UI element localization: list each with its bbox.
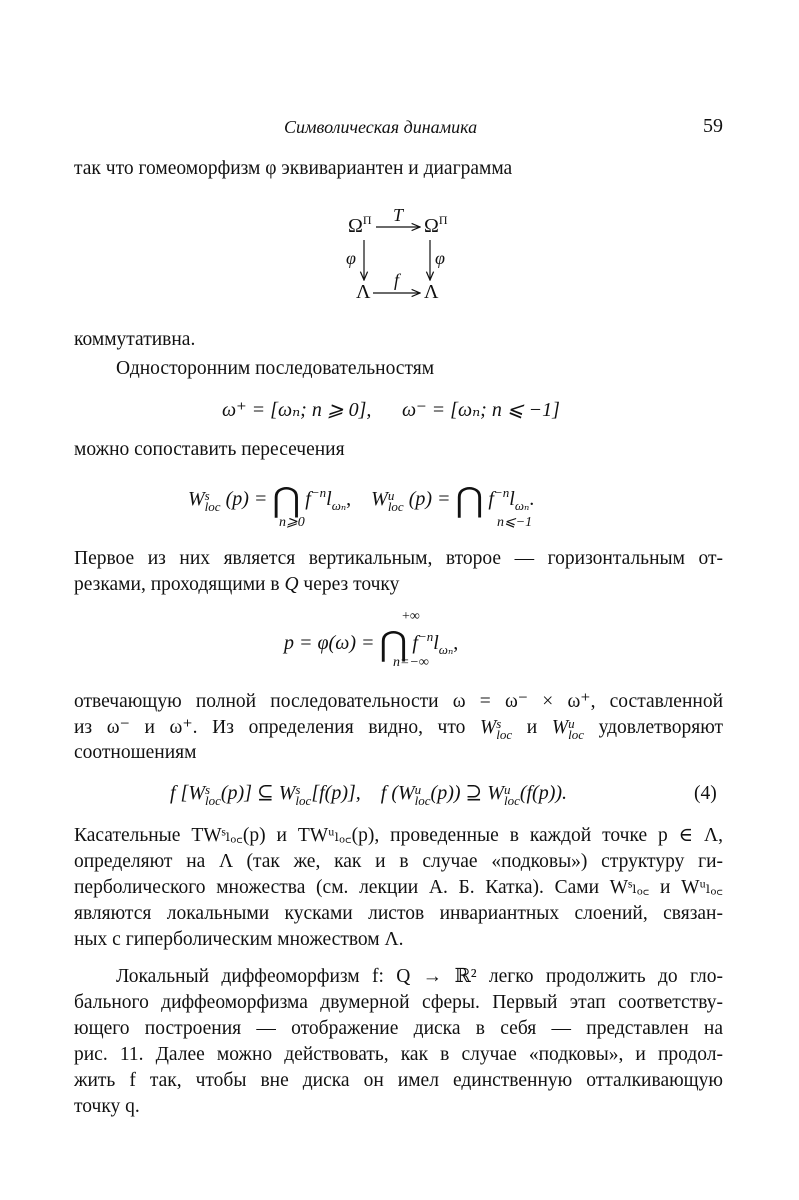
eq2-limit-2: n⩽−1 — [497, 515, 533, 530]
eq4-p2c: (f(p)). — [519, 782, 568, 804]
p6-ws-w: W — [480, 717, 497, 738]
eq2-cap-2: ⋂ — [455, 482, 484, 519]
equation-wloc: Ws loc (p) = ⋂ $f^{-n}l_{\omega_n}$, Wu loc (p) = ⋂ $f^{-n}l_{\omega_n}$. — [188, 482, 535, 519]
eq2-wu-w: W — [371, 488, 388, 510]
eq4-p2b-sub: loc — [503, 793, 520, 808]
p6-line2-c: удовлетворяют — [598, 717, 724, 738]
eq2-ws-l-sub: ωₙ — [331, 498, 347, 513]
eq2-tail: . — [529, 488, 535, 510]
eq4-p1-sub: loc — [205, 793, 221, 808]
paragraph-local-diffeo-line5: жить f так, чтобы вне диска он имел единственную отталкивающую — [74, 1070, 723, 1091]
eq4-p1b-sup: s — [295, 782, 301, 797]
eq2-wu-f: f — [488, 488, 494, 510]
paragraph-tangent-line3: перболического множества (см. лекции А. Б. Катка). Сами Wˢₗₒ꜀ и Wᵘₗₒ꜀ — [74, 877, 723, 898]
eq2-wu-l: l — [509, 488, 515, 510]
eq2-ws-arg: (p) = — [225, 488, 268, 510]
eq2-ws-w: W — [188, 488, 205, 510]
eq2-limit-1: n⩾0 — [279, 515, 305, 530]
eq4-p2: f (W — [380, 782, 415, 804]
eq2-ws-f: f — [305, 488, 311, 510]
paragraph-tangent-line2: определяют на Λ (так же, как и в случае «подковы») структуру ги- — [74, 851, 723, 872]
equation-omega-plus: ω⁺ = [ωₙ; n ⩾ 0], — [222, 399, 372, 421]
eq4-p1b: (p)] ⊆ W — [220, 782, 296, 804]
eq3-l-sub: ωₙ — [438, 642, 454, 657]
paragraph-local-diffeo-line2: бального диффеоморфизма двумерной сферы. Первый этап соответству- — [74, 992, 723, 1013]
eq2-wu-f-sup: −n — [493, 485, 510, 500]
paragraph-local-diffeo-line1: Локальный диффеоморфизм f: Q → ℝ² легко продолжить до гло- — [116, 966, 723, 987]
eq4-p1b-supsub — [295, 784, 311, 806]
p5-line2-a: резками, проходящими в — [74, 574, 280, 595]
eq2-ws-f-sup: −n — [310, 485, 327, 500]
eq2-wu-sub: loc — [387, 499, 404, 514]
diagram-bottom-left: Λ — [356, 281, 371, 303]
eq3-l: l — [433, 632, 439, 654]
diagram-top-left: $\Omega^\Pi$ — [348, 213, 372, 237]
p6-wu-sup: u — [568, 716, 575, 731]
p6-ws-sup: s — [496, 716, 502, 731]
diagram-label-f: f — [394, 270, 400, 290]
eq2-wu-supsub — [388, 490, 404, 512]
paragraph-local-diffeo-line3: ющего построения — отображение диска в себя — представлен на — [74, 1018, 723, 1039]
p6-wu-sub: loc — [568, 727, 584, 742]
running-title: Символическая динамика — [284, 117, 478, 137]
eq4-p1-sup: s — [205, 782, 211, 797]
eq3-cap: ⋂ — [379, 626, 408, 663]
eq2-ws-sup: s — [204, 488, 210, 503]
eq3-lhs: p = φ(ω) = — [284, 632, 375, 654]
diagram-label-t: T — [393, 205, 404, 225]
paragraph-first-vertical-line2 — [74, 575, 399, 595]
paragraph-intersections: можно сопоставить пересечения — [74, 439, 345, 460]
equation-p — [284, 628, 458, 662]
eq4-p1b-sub: loc — [295, 793, 312, 808]
paragraph-one-sided: Односторонним последовательностям — [116, 358, 435, 379]
p6-line2-a: из ω⁻ и ω⁺. Из определения видно, что — [74, 717, 466, 738]
paragraph-local-diffeo-line4: рис. 11. Далее можно действовать, как в случае «подковы», и продол- — [74, 1044, 723, 1065]
eq2-cap-1: ⋂ — [272, 482, 301, 519]
equation-4 — [170, 783, 567, 806]
diagram-label-phi-left: φ — [346, 248, 356, 268]
paragraph-local-diffeo-line6: точку q. — [74, 1096, 140, 1117]
p6-wu-supsub — [568, 718, 584, 740]
eq4-p1: f [W — [170, 782, 205, 804]
paragraph-diagram-intro: так что гомеоморфизм φ эквивариантен и диаграмма — [74, 158, 513, 179]
eq4-p2b-sup: u — [503, 782, 511, 797]
paragraph-commutative: коммутативна. — [74, 329, 196, 350]
p6-wu-w: W — [551, 717, 569, 738]
paragraph-first-vertical-line1: Первое из них является вертикальным, второе — горизонтальным от- — [74, 548, 723, 569]
diagram-top-right: $\Omega^\Pi$ — [424, 213, 448, 237]
eq2-wu-arg: (p) = — [408, 488, 451, 510]
eq4-p2-sub: loc — [414, 793, 431, 808]
page-number: 59 — [703, 115, 723, 137]
eq3-tail: , — [453, 632, 459, 654]
eq3-upper: +∞ — [402, 609, 420, 624]
eq4-p2b-supsub — [504, 784, 520, 806]
eq2-ws-supsub — [205, 490, 221, 512]
eq3-f-sup: −n — [417, 629, 434, 644]
paragraph-tangent-line5: ных с гиперболическим множеством Λ. — [74, 929, 404, 950]
p6-ws-sub: loc — [496, 727, 513, 742]
eq4-p2b: (p)) ⊇ W — [430, 782, 504, 804]
equation-omega-minus: ω⁻ = [ωₙ; n ⩽ −1] — [402, 399, 560, 421]
commutative-diagram — [340, 200, 460, 310]
paragraph-tangent-line4: являются локальными кусками листов инвариантных слоений, связан- — [74, 903, 723, 924]
paragraph-full-sequence-line1: отвечающую полной последовательности ω = ω⁻ × ω⁺, составленной — [74, 691, 723, 712]
p6-line2-b: и — [526, 717, 538, 738]
eq3-f: f — [412, 632, 418, 654]
equation-4-number: (4) — [694, 783, 717, 804]
p5-line2-q: Q — [284, 574, 299, 595]
paragraph-full-sequence-line2 — [74, 718, 723, 740]
eq3-lower: n=−∞ — [393, 655, 429, 670]
eq4-p2-sup: u — [414, 782, 422, 797]
paragraph-full-sequence-line3: соотношениям — [74, 742, 197, 763]
paragraph-tangent-line1: Касательные TWˢₗₒ꜀(p) и TWᵘₗₒ꜀(p), проведенные в каждой точке p ∈ Λ, — [74, 825, 723, 846]
eq4-p2-supsub — [415, 784, 431, 806]
p6-ws-supsub — [496, 718, 512, 740]
diagram-bottom-right: Λ — [424, 281, 439, 303]
p5-line2-b: через точку — [303, 574, 400, 595]
eq2-ws-sub: loc — [204, 499, 221, 514]
eq2-ws-l: l — [326, 488, 332, 510]
eq2-wu-sup: u — [387, 488, 395, 503]
eq2-wu-l-sub: ωₙ — [514, 498, 530, 513]
eq4-p1-supsub — [205, 784, 221, 806]
diagram-label-phi-right: φ — [435, 248, 445, 268]
eq4-p1c: [f(p)], — [311, 782, 361, 804]
